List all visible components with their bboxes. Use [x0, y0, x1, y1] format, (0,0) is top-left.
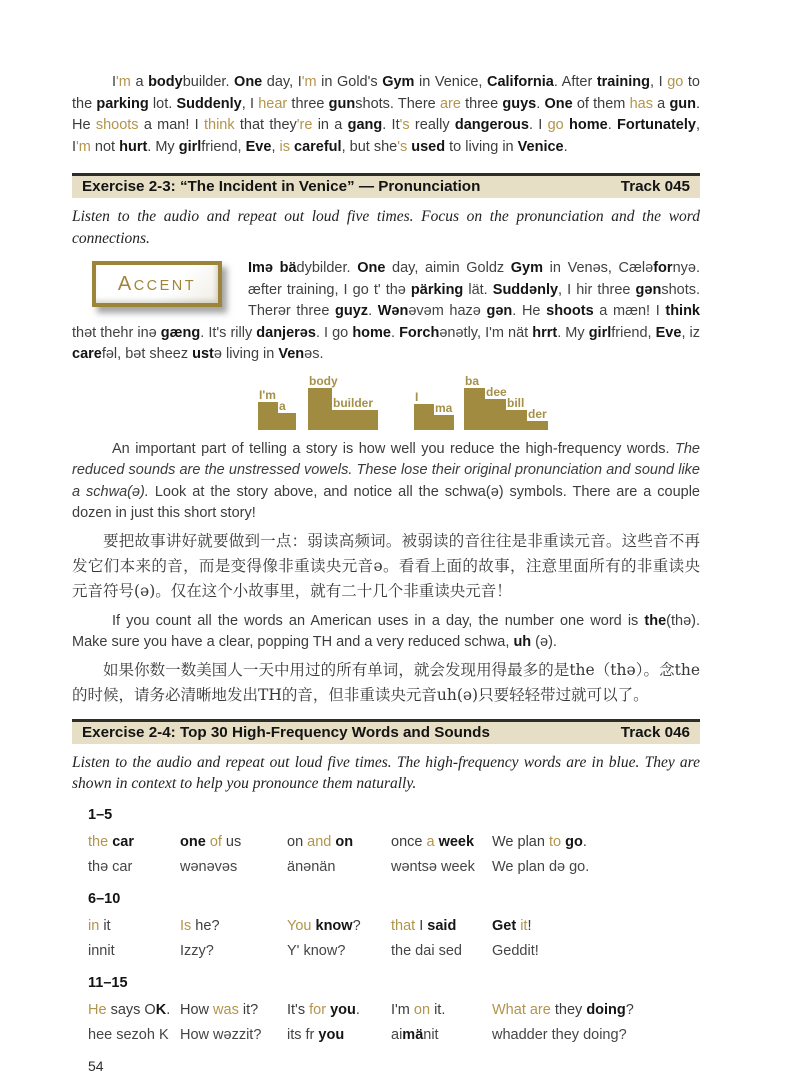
chinese-paragraph-2: 如果你数一数美国人一天中用过的所有单词，就会发现用得最多的是the（thə）。念the的时候，请务必清晰地发出TH的音，但非重读央元音uh(ə)只要轻轻带过就可以了。	[72, 660, 700, 704]
list-cell: aimänit	[391, 1026, 439, 1043]
stress-step	[278, 400, 296, 430]
word-list-section	[88, 889, 700, 964]
list-cell: It's for you.	[287, 1001, 360, 1018]
list-cell: wənəvəs	[180, 858, 238, 875]
instruction-2-3: Listen to the audio and repeat out loud five times. Focus on the pronunciation and the word connections.	[72, 208, 700, 247]
exercise-2-3-title: Exercise 2-3: “The Incident in Venice” — Pronunciation	[82, 178, 481, 195]
chinese-paragraph-1: 要把故事讲好就要做到一点：弱读高频词。被弱读的音往往是非重读元音。这些音不再发它们本来的音，而是变得像非重读央元音ə。看看上面的故事，注意里面所有的非重读央元音符号(ə)。仅在这个小故事里，就有二十几个非重读央元音！	[72, 531, 700, 600]
stress-step-label: builder	[333, 395, 374, 410]
stress-step-label: ba	[465, 373, 480, 388]
stress-step-label: bill	[507, 395, 525, 410]
list-cell: Geddit!	[492, 942, 539, 959]
list-cell: änənän	[287, 858, 336, 875]
phonetic-section	[72, 258, 700, 366]
list-cell: thə car	[88, 858, 133, 875]
stress-step	[414, 391, 434, 430]
stress-step-block	[434, 415, 454, 430]
list-row-stressed	[88, 998, 700, 1023]
list-cell: on and on	[287, 833, 354, 850]
stress-group	[308, 375, 378, 430]
stress-group	[414, 391, 454, 430]
stress-step-block	[308, 388, 332, 430]
stress-step-block	[506, 410, 527, 430]
stress-step	[332, 397, 378, 430]
stress-step-label: dee	[486, 384, 507, 399]
stress-step-label: body	[309, 373, 338, 388]
stress-step-label: a	[279, 398, 286, 413]
stress-step-block	[332, 410, 378, 430]
list-cell: Izzy?	[180, 942, 214, 959]
stress-step-label: der	[528, 406, 547, 421]
stress-group	[464, 375, 548, 430]
list-row-stressed	[88, 830, 700, 855]
stress-step	[464, 375, 485, 430]
list-cell: innit	[88, 942, 115, 959]
stress-diagram	[258, 372, 700, 430]
instruction-2-4: Listen to the audio and repeat out loud five times. The high-frequency words are in blue. They are shown in context to help you pronounce them naturally.	[72, 753, 700, 792]
list-cell: Is he?	[180, 917, 220, 934]
list-cell: How was it?	[180, 1001, 259, 1018]
stress-step-label: I'm	[259, 387, 276, 402]
stress-step	[485, 386, 506, 430]
stress-step-label: I	[415, 389, 419, 404]
exercise-2-4-title: Exercise 2-4: Top 30 High-Frequency Words and Sounds	[82, 723, 490, 741]
exercise-2-3-header	[72, 173, 700, 198]
word-list-section	[88, 805, 700, 880]
list-cell: whadder they doing?	[492, 1026, 627, 1043]
stress-step	[258, 389, 278, 430]
stress-step-block	[258, 402, 278, 430]
stress-step-label: ma	[435, 400, 453, 415]
list-cell: that I said	[391, 917, 457, 934]
story-paragraph: I'm a bodybuilder. One day, I'm in Gold's Gym in Venice, California. After training, I go to the parking lot. Suddenly, I hear three gunshots. There are three guys. One of them has a gun. He shoots a man! I think that they're in a gang. It's really dangerous. I go home. Fortunately, I'm not hurt. My girlfriend, Eve, is careful, but she's used to living in Venice.	[72, 74, 701, 155]
list-row-phonetic	[88, 1023, 700, 1048]
list-row-stressed	[88, 914, 700, 939]
list-range-header: 1–5	[88, 806, 113, 823]
list-cell: Y' know?	[287, 942, 346, 959]
list-cell: Get it!	[492, 917, 532, 934]
stress-step	[434, 402, 454, 430]
exercise-2-4-track: Track 046	[620, 723, 690, 741]
phonetic-paragraph: Imə bädybilder. One day, aimin Goldz Gym in Venəs, Cæləfornyə. æfter training, I go t' thə pärking lät. Suddənly, I hir three gənshots. Therər three guyz. Wənəvəm hazə gən. He shoots a mæn! I think thət thehr inə gæng. It's rilly danjerəs. I go home. Forchənətly, I'm nät hrrt. My girlfriend, Eve, iz carefəl, bət sheez ustə living in Venəs.	[72, 260, 701, 362]
page-number: 54	[88, 1057, 104, 1074]
list-cell: in it	[88, 917, 111, 934]
list-row-phonetic	[88, 939, 700, 964]
list-cell: How wəzzit?	[180, 1026, 262, 1043]
word-lists	[88, 805, 700, 1048]
stress-step-block	[464, 388, 485, 430]
list-cell: We plan to go.	[492, 833, 587, 850]
stress-group	[258, 389, 296, 430]
stress-step-block	[414, 404, 434, 430]
stress-step-block	[485, 399, 506, 430]
list-cell: wəntsə week	[391, 858, 475, 875]
list-cell: I'm on it.	[391, 1001, 446, 1018]
word-list-section	[88, 973, 700, 1048]
list-cell: one of us	[180, 833, 242, 850]
the-paragraph: If you count all the words an American uses in a day, the number one word is the(thə). Make sure you have a clear, popping TH and a very reduced schwa, uh (ə).	[72, 612, 700, 650]
accent-logo-label: ACCENT	[117, 272, 197, 295]
list-cell: the car	[88, 833, 134, 850]
stress-step	[308, 373, 338, 430]
list-range-header: 11–15	[88, 974, 128, 991]
schwa-paragraph: An important part of telling a story is how well you reduce the high-frequency words. The reduced sounds are the unstressed vowels. These lose their original pronunciation and sound like a schwa(ə). Look at the story above, and notice all the schwa(ə) symbols. There are a couple dozen in just this short story!	[72, 440, 700, 521]
stress-step-block	[278, 413, 296, 430]
exercise-2-3-track: Track 045	[620, 178, 690, 195]
list-cell: its fr you	[287, 1026, 345, 1043]
stress-step	[506, 397, 527, 430]
list-cell: once a week	[391, 833, 475, 850]
list-cell: We plan də go.	[492, 858, 590, 875]
list-cell: You know?	[287, 917, 361, 934]
list-cell: What are they doing?	[492, 1001, 634, 1018]
accent-logo-box	[92, 261, 222, 307]
list-cell: hee sezoh K	[88, 1026, 169, 1043]
stress-step-block	[527, 421, 548, 430]
list-row-phonetic	[88, 855, 700, 880]
list-cell: the dai sed	[391, 942, 462, 959]
stress-step	[527, 408, 548, 430]
list-range-header: 6–10	[88, 890, 121, 907]
exercise-2-4-header	[72, 719, 700, 744]
list-cell: He says OK.	[88, 1001, 171, 1018]
